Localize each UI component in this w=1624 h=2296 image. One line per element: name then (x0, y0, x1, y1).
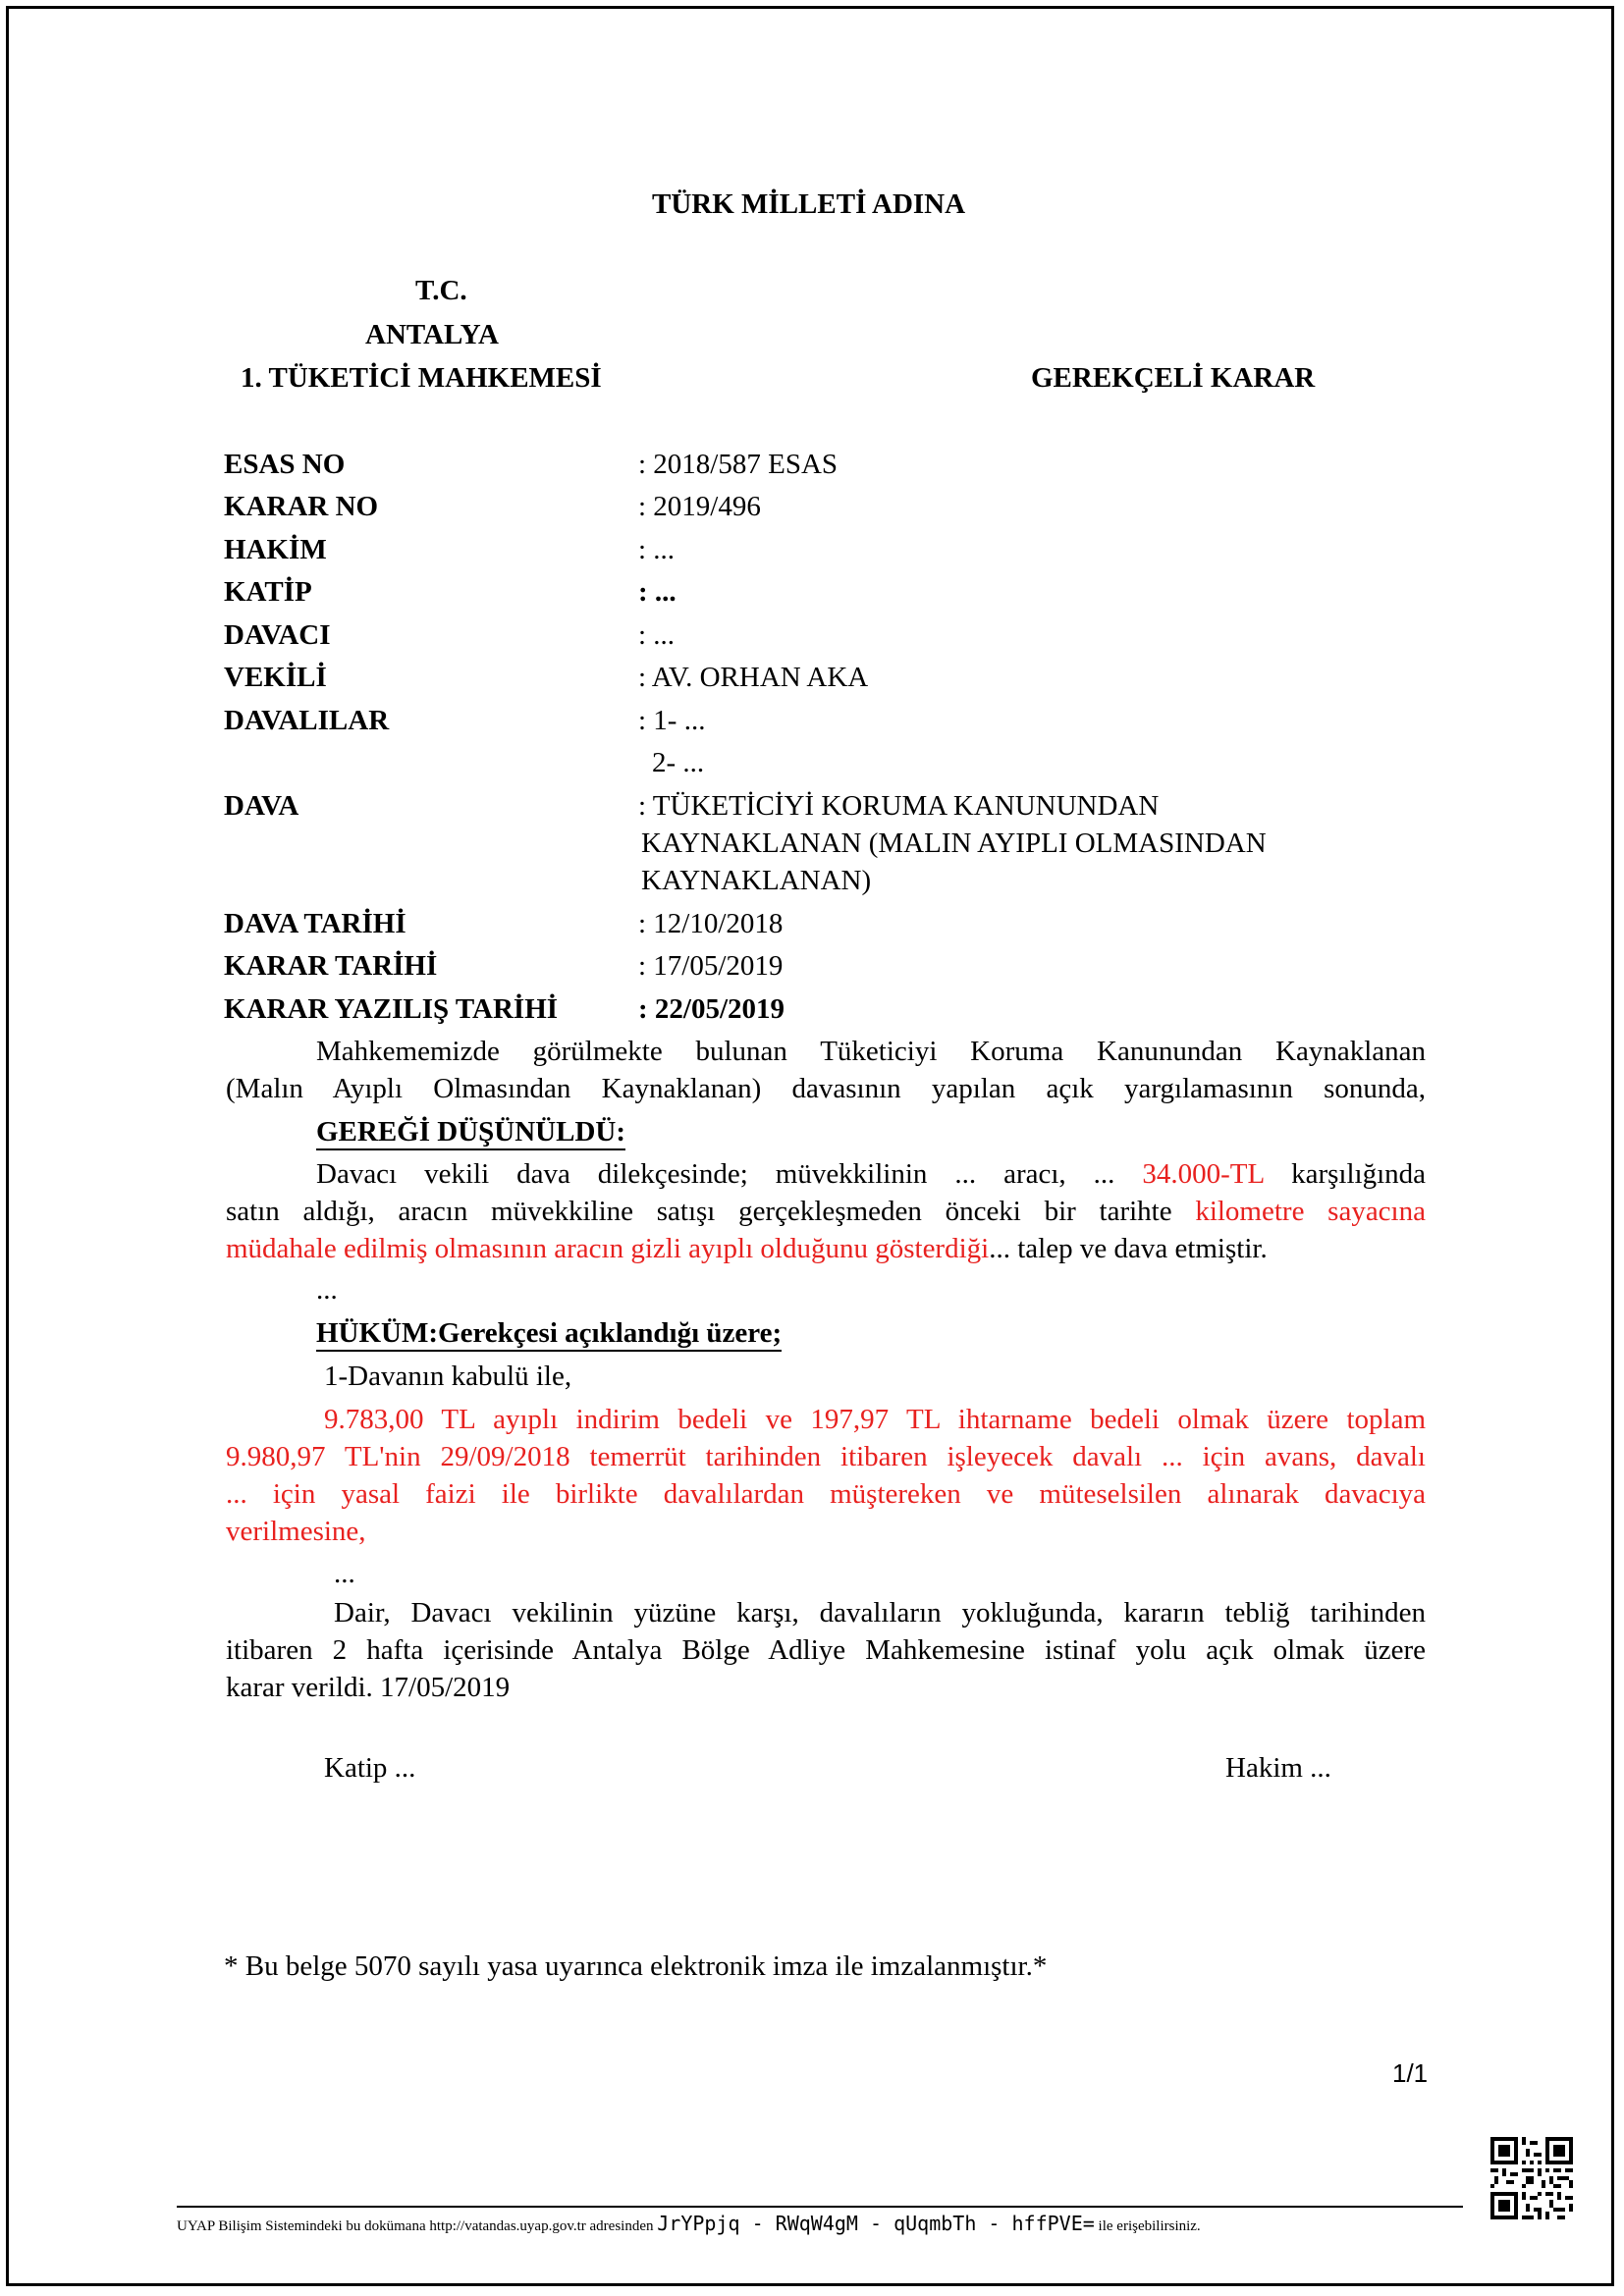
signature-judge: Hakim ... (1225, 1752, 1331, 1784)
field-value-karar-yazilis-tarihi: : 22/05/2019 (638, 993, 785, 1025)
document-type: GEREKÇELİ KARAR (1031, 362, 1316, 394)
field-value-davalilar: : 1- ... (638, 705, 706, 736)
field-value-dava-tarihi: : 12/10/2018 (638, 908, 784, 939)
field-value-karar-tarihi: : 17/05/2019 (638, 950, 784, 982)
heading-geregi-dusunuldu-text: GEREĞİ DÜŞÜNÜLDÜ: (316, 1116, 625, 1150)
p1-amount: 34.000-TL (1142, 1158, 1265, 1190)
paragraph-1-line-2 (226, 1196, 1426, 1228)
p1-text-c: karşılığında (1291, 1158, 1427, 1190)
paragraph-1-line-1 (316, 1158, 1426, 1191)
footer-access-code: JrYPpjq - RWqW4gM - qUqmbTh - hffPVE= (657, 2212, 1095, 2235)
field-label-dava: DAVA (224, 790, 299, 822)
intro-line-1: Mahkememizde görülmekte bulunan Tüketiciyi Koruma Kanunundan Kaynaklanan (316, 1036, 1426, 1067)
ruling-line-3: ... için yasal faizi ile birlikte davalılardan müştereken ve müteselsilen alınarak davacıya (226, 1478, 1426, 1510)
field-value-karar-no: : 2019/496 (638, 491, 761, 522)
field-value-katip: : ... (638, 576, 677, 608)
field-label-dava-tarihi: DAVA TARİHİ (224, 908, 406, 939)
field-value-dava-2: KAYNAKLANAN (MALIN AYIPLI OLMASINDAN (641, 828, 1267, 859)
field-label-vekili: VEKİLİ (224, 662, 327, 693)
field-value-esas-no: : 2018/587 ESAS (638, 449, 839, 480)
field-value-vekili: : AV. ORHAN AKA (638, 662, 869, 693)
intro-line-2: (Malın Ayıplı Olmasından Kaynaklanan) davasının yapılan açık yargılamasının sonunda, (226, 1073, 1426, 1104)
field-value-dava: : TÜKETİCİYİ KORUMA KANUNUNDAN (638, 790, 1160, 822)
field-label-davaci: DAVACI (224, 619, 331, 651)
ruling-line-1: 9.783,00 TL ayıplı indirim bedeli ve 197,97 TL ihtarname bedeli olmak üzere toplam (324, 1404, 1426, 1435)
heading-geregi-dusunuldu (316, 1116, 625, 1148)
ellipsis-2: ... (334, 1558, 355, 1589)
field-label-hakim: HAKİM (224, 534, 327, 565)
p1-text-a: Davacı vekili dava dilekçesinde; müvekkilinin ... aracı, ... (316, 1158, 1115, 1190)
closing-line-3: karar verildi. 17/05/2019 (226, 1672, 511, 1703)
paragraph-1-line-3 (226, 1233, 1268, 1265)
item-1: 1-Davanın kabulü ile, (324, 1361, 572, 1392)
page-border (6, 6, 1614, 2286)
page-number: 1/1 (1392, 2058, 1429, 2088)
p1-text-e: kilometre sayacına (1195, 1196, 1426, 1227)
field-value-davaci: : ... (638, 619, 676, 651)
p1-text-f: müdahale edilmiş olmasının aracın gizli ayıplı olduğunu gösterdiği (226, 1233, 990, 1264)
esign-note: * Bu belge 5070 sayılı yasa uyarınca elektronik imza ile imzalanmıştır.* (224, 1950, 1048, 1982)
field-label-karar-yazilis-tarihi: KARAR YAZILIŞ TARİHİ (224, 993, 559, 1025)
field-value-davalilar-2: 2- ... (652, 747, 705, 778)
footer-suffix: ile erişebilirsiniz. (1098, 2218, 1201, 2234)
closing-line-2: itibaren 2 hafta içerisinde Antalya Bölge Adliye Mahkemesine istinaf yolu açık olmak üzere (226, 1634, 1426, 1666)
closing-line-1: Dair, Davacı vekilinin yüzüne karşı, davalıların yokluğunda, kararın tebliğ tarihinden (334, 1597, 1426, 1629)
field-label-esas-no: ESAS NO (224, 449, 346, 480)
ruling-line-2: 9.980,97 TL'nin 29/09/2018 temerrüt tarihinden itibaren işleyecek davalı ... için avans, davalı (226, 1441, 1426, 1472)
field-value-dava-3: KAYNAKLANAN) (641, 865, 872, 896)
field-label-karar-tarihi: KARAR TARİHİ (224, 950, 438, 982)
document-title: TÜRK MİLLETİ ADINA (652, 188, 966, 220)
court-name: 1. TÜKETİCİ MAHKEMESİ (241, 362, 602, 394)
city-label: ANTALYA (365, 319, 499, 350)
footer-divider (177, 2206, 1463, 2208)
field-value-hakim: : ... (638, 534, 676, 565)
footer-prefix: UYAP Bilişim Sistemindeki bu dokümana http://vatandas.uyap.gov.tr adresinden (177, 2218, 654, 2234)
footer-text (177, 2212, 1201, 2235)
p1-text-d: satın aldığı, aracın müvekkiline satışı gerçekleşmeden önceki bir tarihte (226, 1196, 1172, 1227)
qr-code-icon (1490, 2137, 1573, 2219)
heading-hukum-text: HÜKÜM:Gerekçesi açıklandığı üzere; (316, 1317, 782, 1352)
tc-label: T.C. (415, 275, 467, 306)
heading-hukum (316, 1317, 782, 1350)
ruling-line-4: verilmesine, (226, 1516, 366, 1547)
field-label-karar-no: KARAR NO (224, 491, 379, 522)
ellipsis-1: ... (316, 1274, 338, 1306)
field-label-katip: KATİP (224, 576, 312, 608)
field-label-davalilar: DAVALILAR (224, 705, 390, 736)
p1-text-g: ... talep ve dava etmiştir. (989, 1233, 1268, 1264)
signature-clerk: Katip ... (324, 1752, 416, 1784)
